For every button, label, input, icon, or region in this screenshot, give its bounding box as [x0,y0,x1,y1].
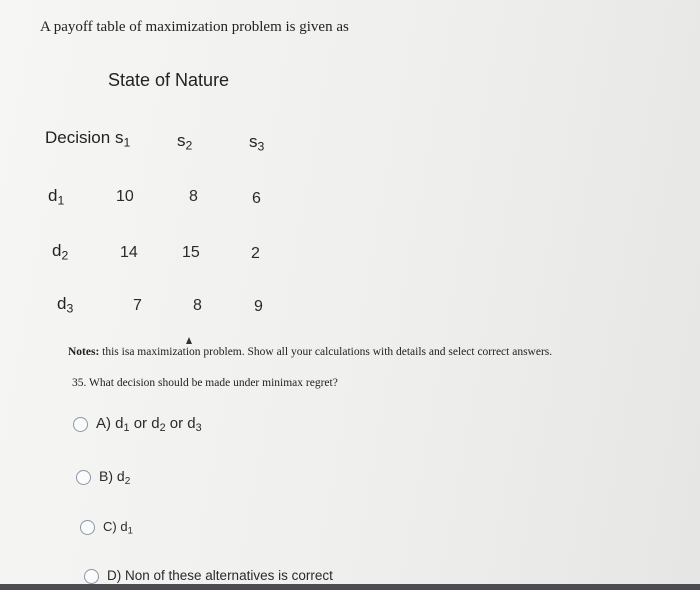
state-of-nature-label: State of Nature [108,70,230,90]
row-d2-label [52,241,68,262]
state-s2-header [177,131,192,152]
notes-body: this isa maximization problem. Show all your calculations with details and select correct answers. [102,346,553,358]
row-d1-label [48,186,64,207]
cell-d2-s2: 15 [182,244,200,261]
radio-a-icon[interactable] [73,417,88,432]
cell-d3-s2: 8 [193,297,202,314]
option-a-d2-sub: 2 [159,422,166,435]
option-c-prefix: C) [103,519,121,534]
option-c-d1-base: d [120,519,128,534]
radio-b-icon[interactable] [76,470,91,485]
cell-d2-s3: 2 [251,245,260,262]
mouse-cursor-icon [186,337,192,344]
state-s1-base: s [114,128,124,147]
question-text: 35. What decision should be made under minimax regret? [72,377,338,389]
option-b-d2-base: d [116,468,125,484]
cell-d1-s1: 10 [116,188,134,205]
state-s3-header [249,132,264,153]
cell-d2-s1: 14 [120,244,138,261]
row-d2-sub: 2 [61,248,69,263]
row-d3-label [57,294,73,315]
option-b-prefix: B) [99,468,117,484]
row-d1-base: d [48,186,58,205]
option-a-d3-sub: 3 [195,422,202,435]
option-a-d1-sub: 1 [123,422,130,435]
radio-d-icon[interactable] [84,569,99,584]
notes-label: Notes: [68,346,100,358]
row-d1-sub: 1 [57,193,65,208]
state-s3-sub: 3 [257,139,265,154]
row-d3-sub: 3 [66,301,74,316]
cell-d1-s3: 6 [252,190,261,207]
bottom-edge-bar [0,584,700,590]
option-c-d1-sub: 1 [127,525,133,536]
state-s2-base: s [177,131,186,150]
cell-d3-s3: 9 [254,298,263,315]
option-d-label: D) Non of these alternatives is correct [107,568,333,583]
option-b[interactable] [76,468,130,487]
row-d3-base: d [57,294,67,313]
option-a-d2-base: d [151,415,160,432]
option-a-or-1: or [129,415,152,432]
cell-d1-s2: 8 [189,188,198,205]
state-s1-sub: 1 [123,135,131,150]
decision-label [45,128,130,149]
state-s3-base: s [249,132,258,151]
option-c[interactable] [80,519,133,536]
option-a[interactable] [73,415,202,434]
state-s1-header [114,128,131,150]
option-b-d2-sub: 2 [124,475,131,487]
option-a-or-2: or [165,415,188,432]
decision-label-text: Decision [45,128,111,147]
option-a-d3-base: d [187,415,196,432]
state-s2-sub: 2 [185,138,193,153]
notes-text [68,346,552,358]
row-d2-base: d [52,241,62,260]
option-d[interactable] [84,568,333,584]
option-a-d1-base: d [115,415,124,432]
option-a-prefix: A) [96,415,116,432]
radio-c-icon[interactable] [80,520,95,535]
intro-text: A payoff table of maximization problem is given as [40,19,349,35]
cell-d3-s1: 7 [133,297,142,314]
